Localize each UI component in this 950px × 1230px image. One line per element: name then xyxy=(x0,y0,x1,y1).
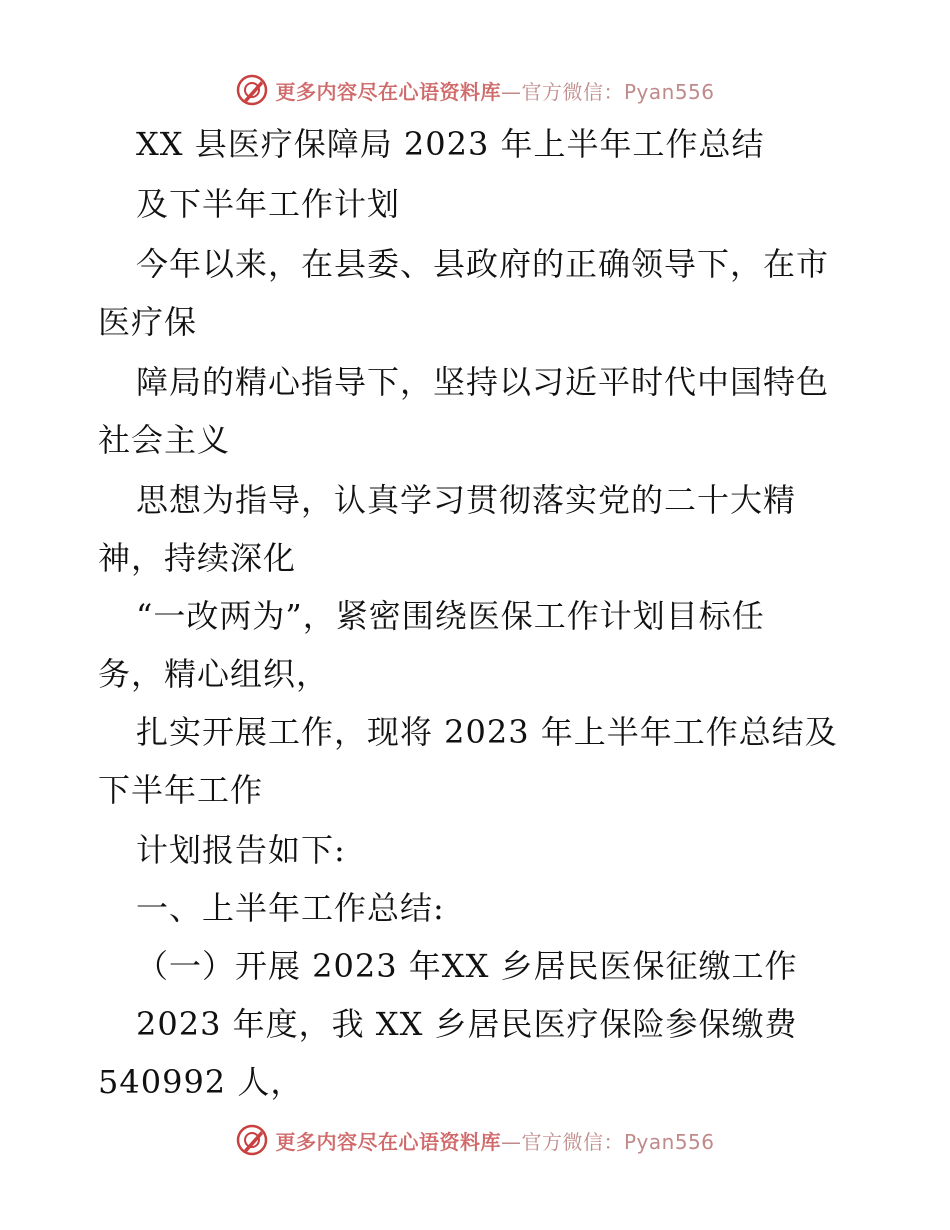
doc-line-13: 计划报告如下: xyxy=(136,831,346,869)
watermark-main: 更多内容尽在心语资料库 xyxy=(275,79,501,104)
doc-line-17: 540992 人， xyxy=(98,1063,304,1101)
watermark-text xyxy=(275,76,714,105)
doc-line-11: 扎实开展工作，现将 2023 年上半年工作总结及 xyxy=(136,713,838,751)
doc-title-line-2: 及下半年工作计划 xyxy=(136,185,401,223)
doc-line-3: 今年以来，在县委、县政府的正确领导下，在市 xyxy=(136,245,830,283)
watermark-main: 更多内容尽在心语资料库 xyxy=(275,1129,501,1154)
doc-line-12: 下半年工作 xyxy=(98,771,264,809)
doc-line-9: “一改两为”，紧密围绕医保工作计划目标任 xyxy=(136,597,765,635)
doc-line-6: 社会主义 xyxy=(98,421,231,459)
subsection-heading-1: （一）开展 2023 年XX 乡居民医保征缴工作 xyxy=(136,947,798,985)
watermark-text xyxy=(275,1126,714,1155)
watermark-separator: —官方微信： xyxy=(500,1129,624,1154)
brand-logo-icon xyxy=(235,1123,269,1157)
doc-line-5: 障局的精心指导下，坚持以习近平时代中国特色 xyxy=(136,363,830,401)
brand-logo-icon xyxy=(235,73,269,107)
watermark-id: Pyan556 xyxy=(623,1129,715,1154)
doc-line-7: 思想为指导，认真学习贯彻落实党的二十大精 xyxy=(136,481,797,519)
doc-line-16: 2023 年度，我 XX 乡居民医疗保险参保缴费 xyxy=(136,1005,798,1043)
watermark-id: Pyan556 xyxy=(623,79,715,104)
section-heading-1: 一、上半年工作总结: xyxy=(136,889,445,927)
doc-title-line-1: XX 县医疗保障局 2023 年上半年工作总结 xyxy=(136,125,765,163)
doc-line-10: 务，精心组织， xyxy=(98,655,330,693)
doc-line-8: 神，持续深化 xyxy=(98,539,297,577)
doc-line-4: 医疗保 xyxy=(98,303,198,341)
header-watermark xyxy=(0,72,950,108)
footer-watermark xyxy=(0,1122,950,1158)
watermark-separator: —官方微信： xyxy=(500,79,624,104)
